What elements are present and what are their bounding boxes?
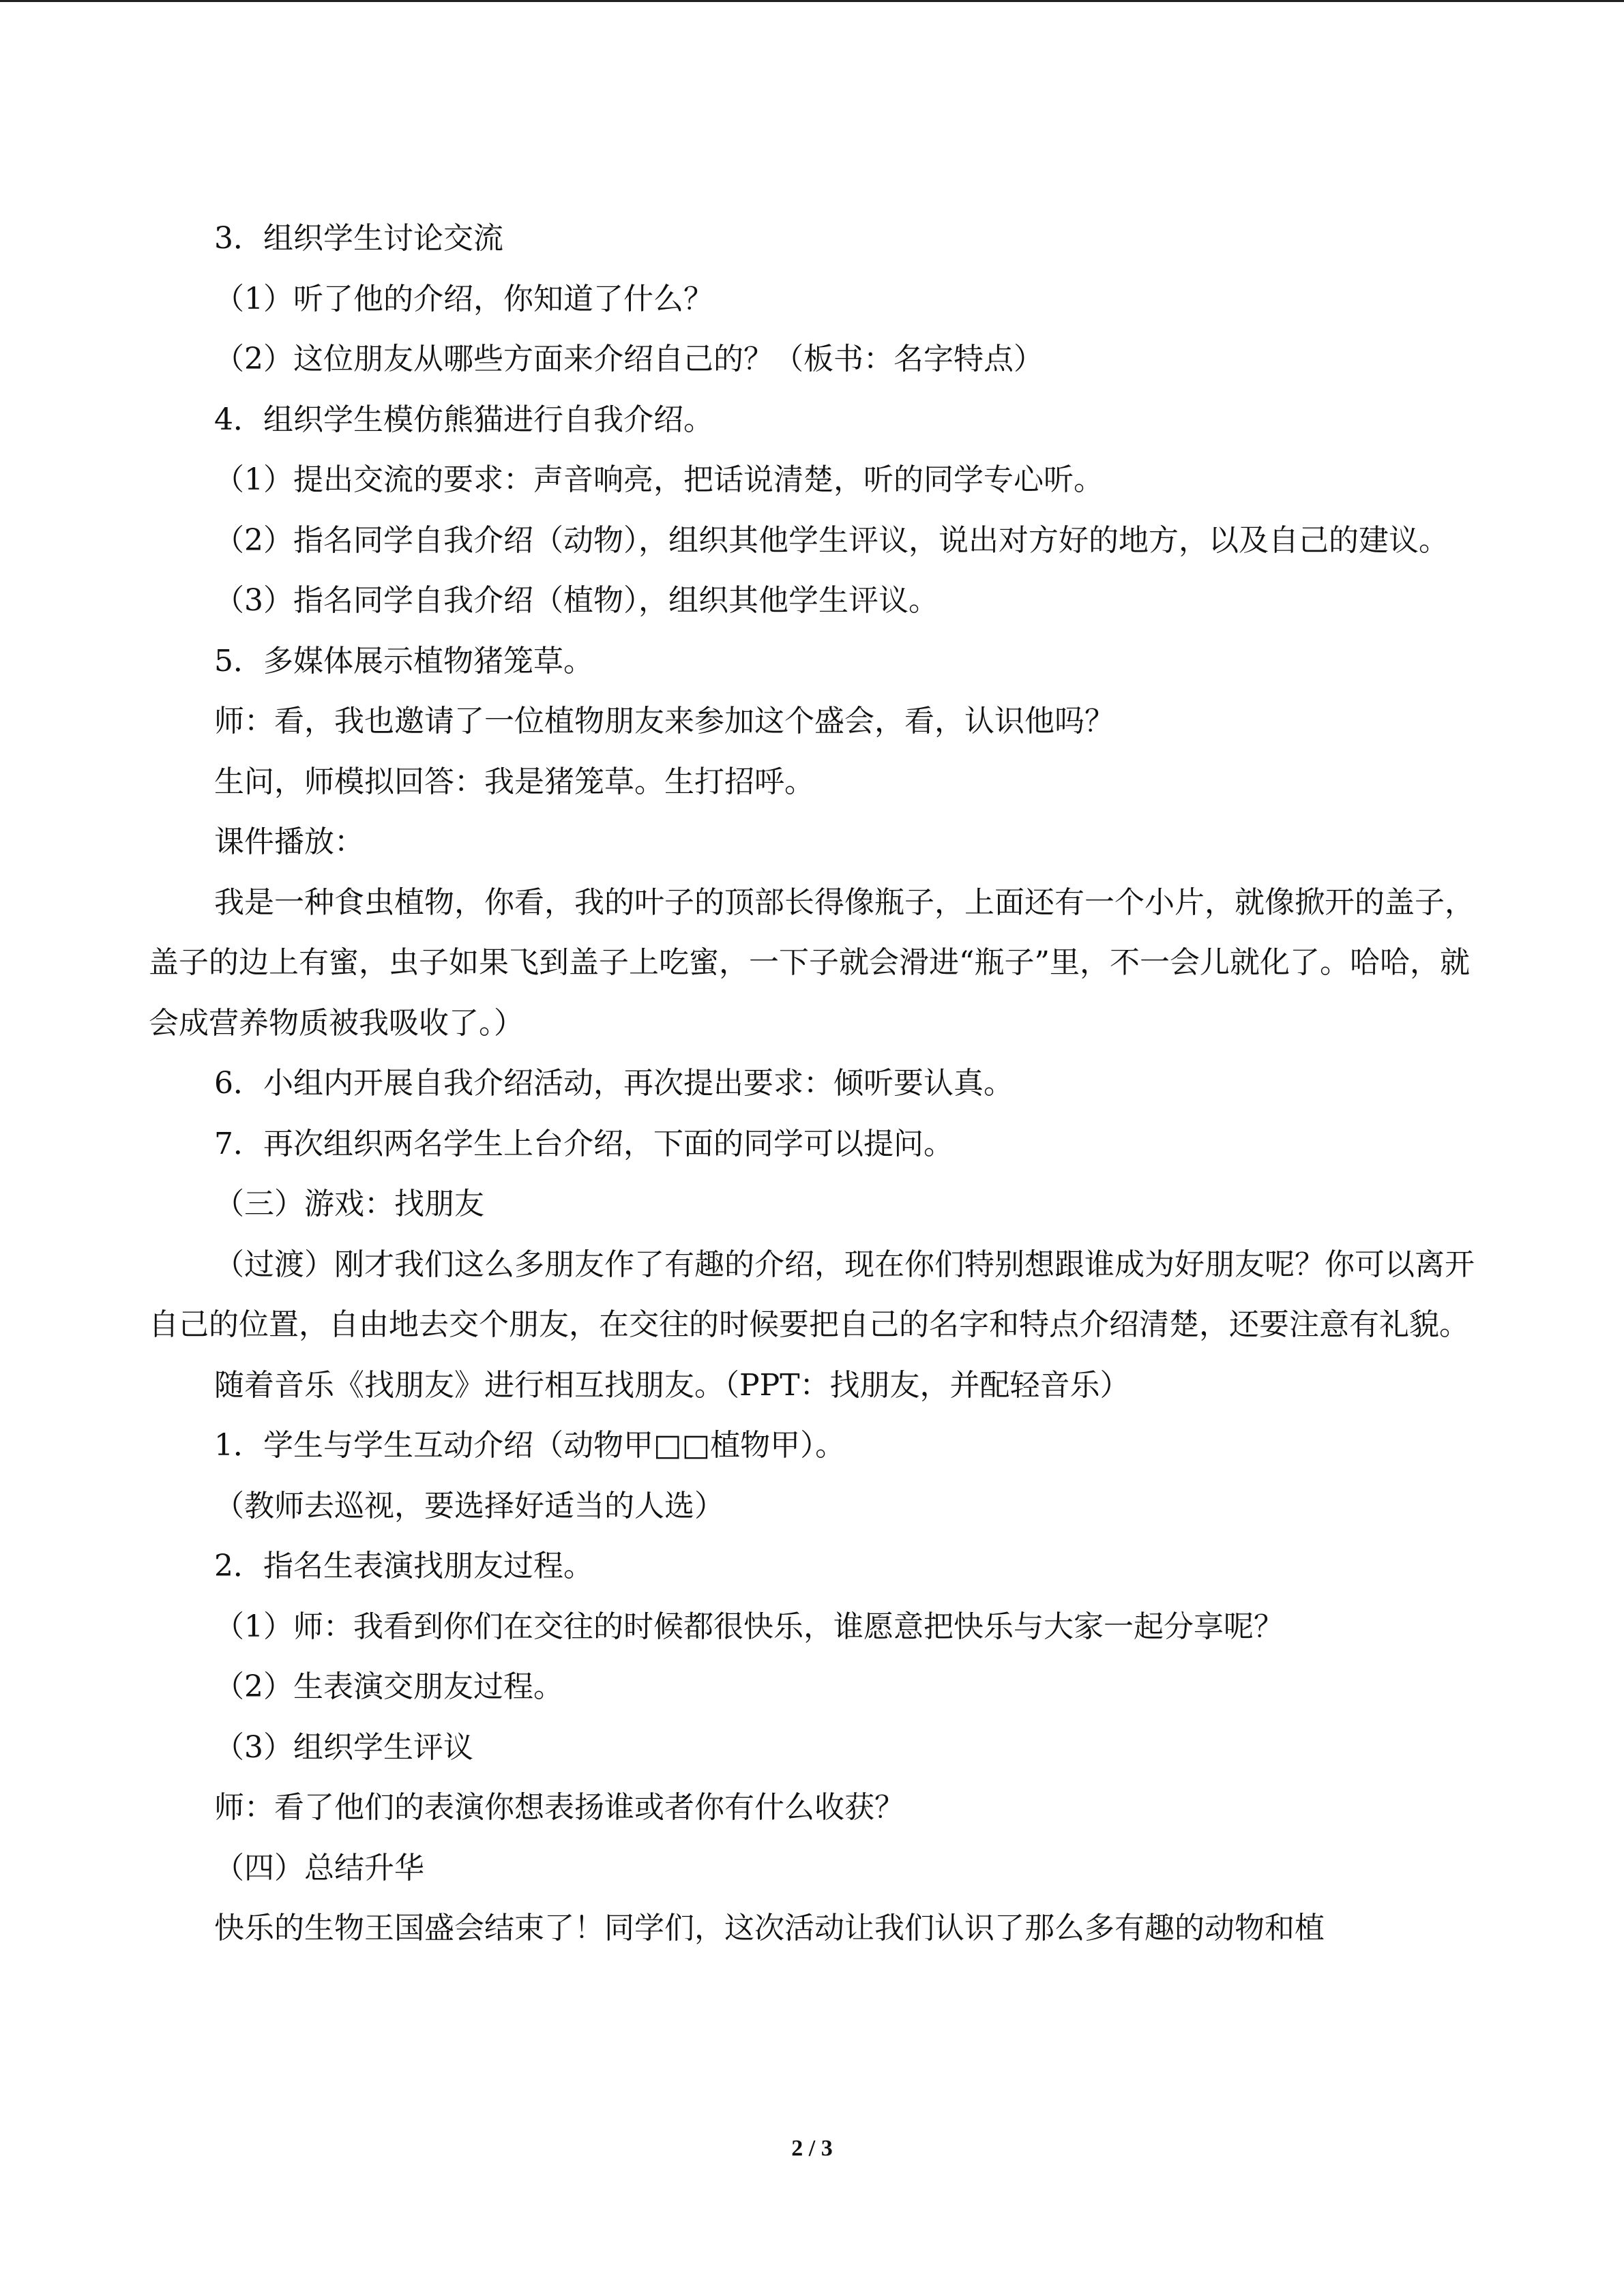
paragraph: （2）这位朋友从哪些方面来介绍自己的？（板书：名字特点） (214, 342, 1044, 376)
paragraph: 生问，师模拟回答：我是猪笼草。生打招呼。 (214, 764, 814, 799)
paragraph: 7．再次组织两名学生上台介绍，下面的同学可以提问。 (214, 1126, 954, 1161)
paragraph: （1）听了他的介绍，你知道了什么？ (214, 281, 713, 316)
paragraph: （2）指名同学自我介绍（动物），组织其他学生评议，说出对方好的地方，以及自己的建议。 (214, 522, 1449, 558)
paragraph: （1）师：我看到你们在交往的时候都很快乐，谁愿意把快乐与大家一起分享呢？ (214, 1609, 1284, 1644)
paragraph: 1．学生与学生互动介绍（动物甲□□植物甲）。 (214, 1428, 846, 1463)
paragraph: 快乐的生物王国盛会结束了！同学们，这次活动让我们认识了那么多有趣的动物和植 (214, 1911, 1325, 1945)
paragraph: 随着音乐《找朋友》进行相互找朋友。（PPT：找朋友，并配轻音乐） (214, 1367, 1130, 1403)
paragraph: 2．指名生表演找朋友过程。 (214, 1549, 593, 1583)
paragraph: 我是一种食虫植物，你看，我的叶子的顶部长得像瓶子，上面还有一个小片，就像掀开的盖子，盖子的边上有蜜，虫子如果飞到盖子上吃蜜，一下子就会滑进“瓶子”里，不一会儿就化了。哈哈，就会成营养物质被我吸收了。） (149, 884, 1475, 1041)
paragraph: （教师去巡视，要选择好适当的人选） (214, 1488, 724, 1523)
paragraph: （2）生表演交朋友过程。 (214, 1669, 563, 1704)
paragraph: （1）提出交流的要求：声音响亮，把话说清楚，听的同学专心听。 (214, 462, 1104, 497)
section-heading: （三）游戏：找朋友 (214, 1187, 484, 1221)
paragraph: 师：看，我也邀请了一位植物朋友来参加这个盛会，看，认识他吗？ (214, 704, 1114, 739)
section-heading: （四）总结升华 (214, 1850, 424, 1885)
paragraph: 3．组织学生讨论交流 (214, 221, 503, 256)
page-number: 2 / 3 (791, 2136, 833, 2161)
paragraph: 6．小组内开展自我介绍活动，再次提出要求：倾听要认真。 (214, 1066, 1014, 1101)
paragraph: 4．组织学生模仿熊猫进行自我介绍。 (214, 402, 713, 437)
paragraph: 课件播放： (214, 824, 364, 859)
paragraph: （过渡）刚才我们这么多朋友作了有趣的介绍，现在你们特别想跟谁成为好朋友呢？你可以离开自己的位置，自由地去交个朋友，在交往的时候要把自己的名字和特点介绍清楚，还要注意有礼貌。 (149, 1247, 1475, 1342)
paragraph: 师：看了他们的表演你想表扬谁或者你有什么收获？ (214, 1790, 904, 1825)
paragraph: 5．多媒体展示植物猪笼草。 (214, 643, 593, 679)
document-body (149, 209, 1475, 1959)
paragraph: （3）指名同学自我介绍（植物），组织其他学生评议。 (214, 583, 939, 618)
page-top-border (0, 0, 1624, 2)
paragraph: （3）组织学生评议 (214, 1729, 473, 1765)
